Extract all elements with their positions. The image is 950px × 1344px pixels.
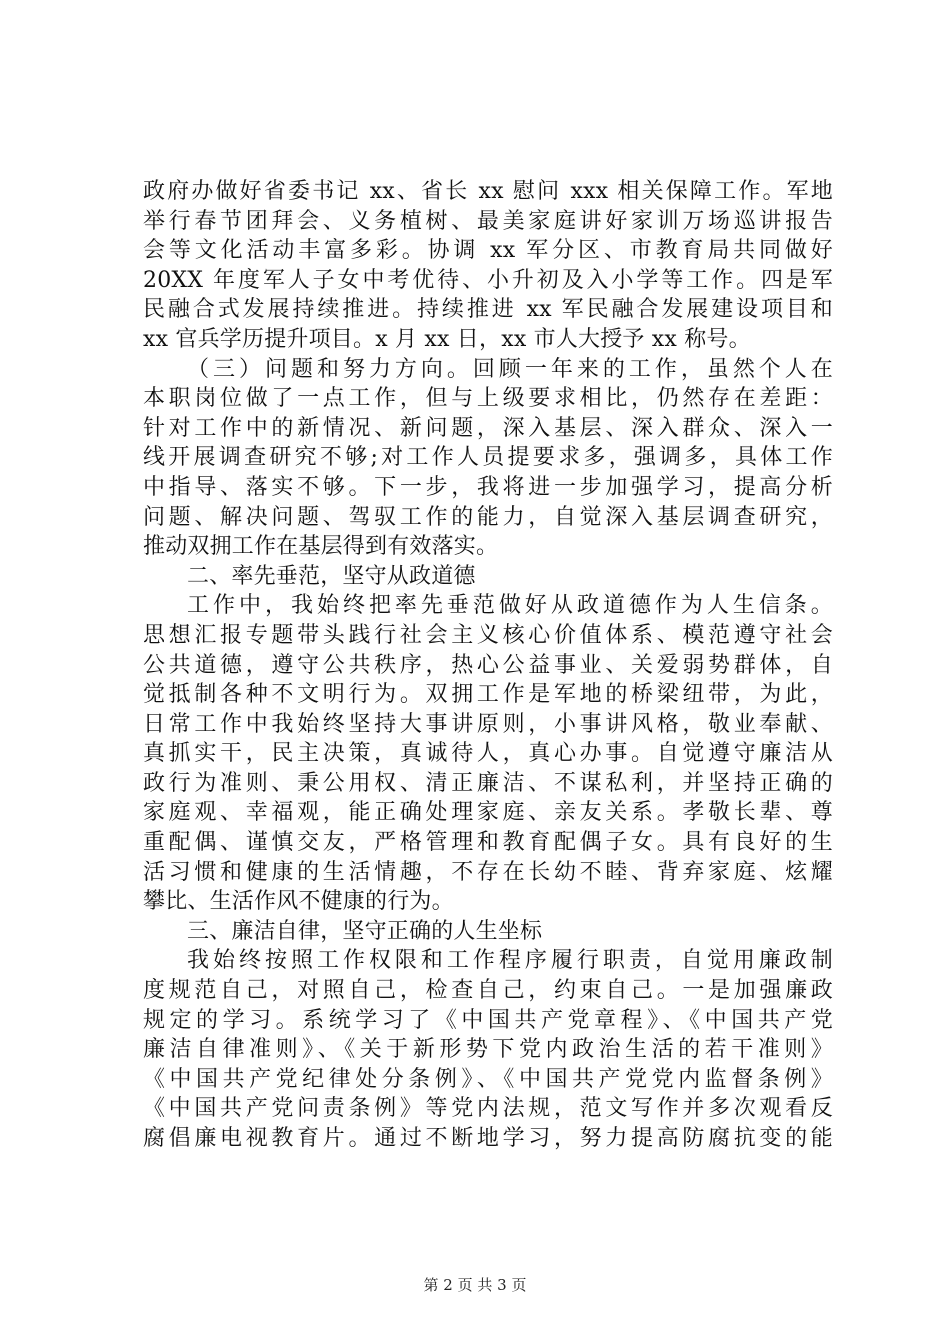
text-line: 廉洁自律准则》、《关于新形势下党内政治生活的若干准则》 <box>143 1037 833 1063</box>
body-paragraph <box>143 946 833 1153</box>
text-line: 中指导、落实不够。下一步，我将进一步加强学习，提高分析 <box>143 474 833 500</box>
heading-text: 二、率先垂范，坚守从政道德 <box>187 563 476 589</box>
text-line: 推动双拥工作在基层得到有效落实。 <box>143 534 499 560</box>
text-line: 举行春节团拜会、义务植树、最美家庭讲好家训万场巡讲报告 <box>143 208 833 234</box>
text-line: 《中国共产党问责条例》等党内法规，范文写作并多次观看反 <box>143 1096 833 1122</box>
text-line: 20XX 年度军人子女中考优待、小升初及入小学等工作。四是军 <box>143 267 833 293</box>
text-line: 《中国共产党纪律处分条例》、《中国共产党党内监督条例》 <box>143 1066 833 1092</box>
text-line: 日常工作中我始终坚持大事讲原则，小事讲风格，敬业奉献、 <box>143 711 833 737</box>
heading-text: 三、廉洁自律，坚守正确的人生坐标 <box>187 918 543 944</box>
text-line: 家庭观、幸福观，能正确处理家庭、亲友关系。孝敬长辈、尊 <box>143 800 833 826</box>
body-paragraph <box>143 355 833 562</box>
document-body <box>143 177 833 1154</box>
text-line: 觉抵制各种不文明行为。双拥工作是军地的桥梁纽带，为此， <box>143 682 833 708</box>
text-line: 问题、解决问题、驾驭工作的能力，自觉深入基层调查研究， <box>143 504 833 530</box>
text-line: 腐倡廉电视教育片。通过不断地学习，努力提高防腐抗变的能 <box>143 1126 833 1151</box>
text-line: 度规范自己，对照自己，检查自己，约束自己。一是加强廉政 <box>143 978 833 1004</box>
body-paragraph <box>143 177 833 355</box>
text-line: 规定的学习。系统学习了《中国共产党章程》、《中国共产党 <box>143 1007 833 1033</box>
text-line: 思想汇报专题带头践行社会主义核心价值体系、模范遵守社会 <box>143 622 833 648</box>
text-line: xx 官兵学历提升项目。x 月 xx 日，xx 市人大授予 xx 称号。 <box>143 326 751 352</box>
text-line: 本职岗位做了一点工作，但与上级要求相比，仍然存在差距： <box>143 386 833 412</box>
text-line: 线开展调查研究不够;对工作人员提要求多，强调多，具体工作 <box>143 445 833 471</box>
text-line: 我始终按照工作权限和工作程序履行职责，自觉用廉政制 <box>187 948 833 974</box>
text-line: 会等文化活动丰富多彩。协调 xx 军分区、市教育局共同做好 <box>143 238 833 264</box>
text-line: 民融合式发展持续推进。持续推进 xx 军民融合发展建设项目和 <box>143 297 833 323</box>
text-line: 活习惯和健康的生活情趣，不存在长幼不睦、背弃家庭、炫耀 <box>143 859 833 885</box>
text-line: 真抓实干，民主决策，真诚待人，真心办事。自觉遵守廉洁从 <box>143 741 833 767</box>
text-line: 重配偶、谨慎交友，严格管理和教育配偶子女。具有良好的生 <box>143 830 833 856</box>
body-paragraph <box>143 591 833 917</box>
text-line: 公共道德，遵守公共秩序，热心公益事业、关爱弱势群体，自 <box>143 652 833 678</box>
text-line: 政府办做好省委书记 xx、省长 xx 慰问 xxx 相关保障工作。军地 <box>143 179 833 204</box>
section-heading <box>143 917 833 947</box>
section-heading <box>143 562 833 592</box>
text-line: 政行为准则、秉公用权、清正廉洁、不谋私利，并坚持正确的 <box>143 770 833 796</box>
text-line: 工作中，我始终把率先垂范做好从政道德作为人生信条。 <box>187 593 833 619</box>
text-line: （三）问题和努力方向。回顾一年来的工作，虽然个人在 <box>187 356 833 382</box>
page-footer: 第 2 页 共 3 页 <box>423 1276 527 1294</box>
text-line: 攀比、生活作风不健康的行为。 <box>143 889 454 915</box>
text-line: 针对工作中的新情况、新问题，深入基层、深入群众、深入一 <box>143 415 833 441</box>
